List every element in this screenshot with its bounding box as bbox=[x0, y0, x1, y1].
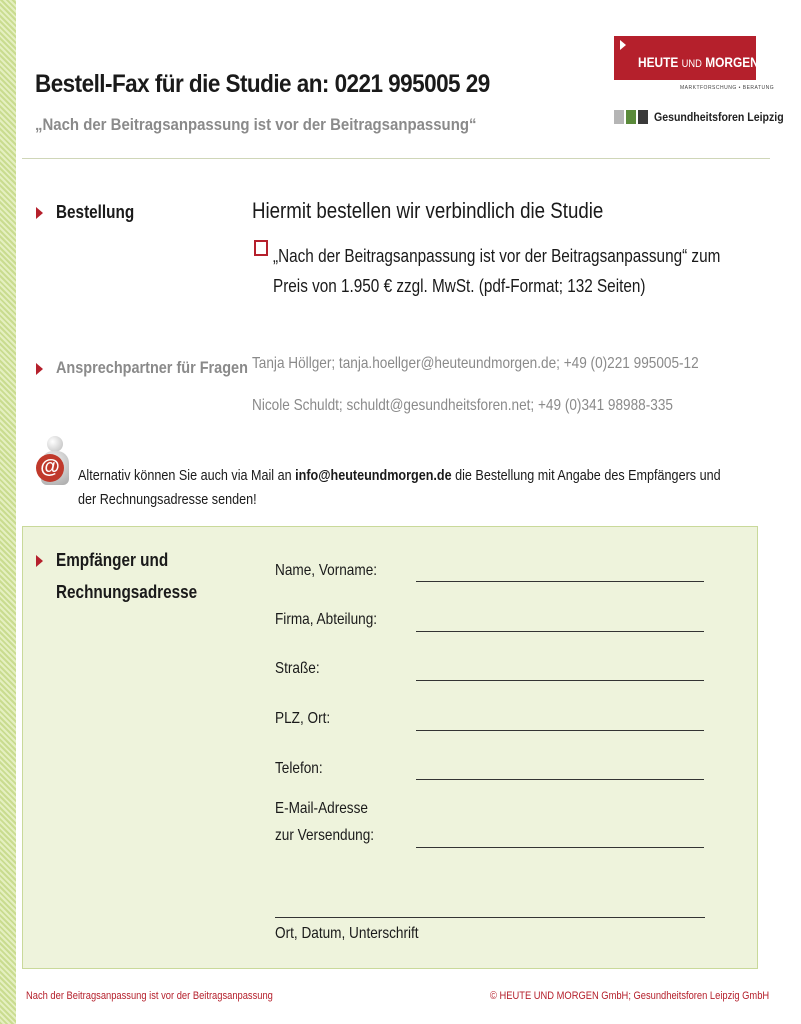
logo-word-morgen: MORGEN bbox=[705, 54, 759, 70]
email-field-label-line2: zur Versendung: bbox=[275, 827, 375, 844]
city-field-label: PLZ, Ort: bbox=[275, 710, 331, 727]
name-field[interactable] bbox=[416, 581, 704, 582]
city-field[interactable] bbox=[416, 730, 704, 731]
logo-arrow-icon bbox=[620, 40, 626, 50]
recipient-bullet-icon bbox=[36, 555, 43, 567]
recipient-label-line2: Rechnungsadresse bbox=[56, 582, 198, 602]
email-field-label-line1: E-Mail-Adresse bbox=[275, 800, 368, 817]
gesundheitsforen-logo-text: Gesundheitsforen Leipzig bbox=[654, 110, 784, 124]
logo-square-grey bbox=[614, 110, 624, 124]
phone-field-label: Telefon: bbox=[275, 760, 323, 777]
header-divider bbox=[22, 158, 770, 159]
logo-tagline: MARKTFORSCHUNG • BERATUNG bbox=[680, 85, 775, 91]
order-heading: Hiermit bestellen wir verbindlich die Studie bbox=[252, 198, 604, 223]
contacts-label: Ansprechpartner für Fragen bbox=[56, 358, 248, 377]
contact-person-1: Tanja Höllger; tanja.hoellger@heuteundmorgen.de; +49 (0)221 995005-12 bbox=[252, 355, 699, 372]
contacts-bullet-icon bbox=[36, 363, 43, 375]
street-field[interactable] bbox=[416, 680, 704, 681]
gesundheitsforen-logo bbox=[614, 110, 801, 124]
avatar-head bbox=[47, 436, 63, 452]
contact-person-2: Nicole Schuldt; schuldt@gesundheitsforen.net; +49 (0)341 98988-335 bbox=[252, 397, 673, 414]
mail-note-email[interactable]: info@heuteundmorgen.de bbox=[295, 467, 452, 484]
name-field-label: Name, Vorname: bbox=[275, 562, 378, 579]
street-field-label: Straße: bbox=[275, 660, 320, 677]
order-item-text: „Nach der Beitragsanpassung ist vor der Beitragsanpassung“ zum Preis von 1.950 € zzgl. MwSt. (pdf-Format; 132 Seiten) bbox=[273, 246, 721, 296]
page-subtitle: „Nach der Beitragsanpassung ist vor der Beitragsanpassung“ bbox=[35, 115, 477, 134]
logo-word-heute: HEUTE bbox=[638, 54, 679, 70]
mail-note-prefix: Alternativ können Sie auch via Mail an bbox=[78, 467, 296, 484]
logo-square-dark bbox=[638, 110, 648, 124]
phone-field[interactable] bbox=[416, 779, 704, 780]
company-field-label: Firma, Abteilung: bbox=[275, 611, 378, 628]
logo-word-und: UND bbox=[681, 58, 702, 70]
email-field[interactable] bbox=[416, 847, 704, 848]
logo-square-green bbox=[626, 110, 636, 124]
email-person-icon bbox=[36, 436, 72, 500]
page-title: Bestell-Fax für die Studie an: 0221 995005 29 bbox=[35, 70, 490, 98]
company-field[interactable] bbox=[416, 631, 704, 632]
footer-copyright: © HEUTE UND MORGEN GmbH; Gesundheitsforen Leipzig GmbH bbox=[490, 990, 770, 1002]
logo-wordmark bbox=[638, 54, 759, 70]
left-decorative-stripe bbox=[0, 0, 16, 1024]
bestellung-bullet-icon bbox=[36, 207, 43, 219]
signature-label: Ort, Datum, Unterschrift bbox=[275, 925, 419, 942]
heute-und-morgen-logo bbox=[614, 36, 759, 80]
order-checkbox[interactable] bbox=[254, 240, 268, 256]
mail-note bbox=[78, 464, 721, 512]
at-sign-icon: @ bbox=[36, 454, 64, 482]
recipient-label-line1: Empfänger und bbox=[56, 550, 169, 570]
bestellung-label: Bestellung bbox=[56, 202, 135, 222]
footer-study-title: Nach der Beitragsanpassung ist vor der Beitragsanpassung bbox=[26, 990, 273, 1002]
mail-note-suffix: die Bestellung mit Angabe des Empfängers und der Rechnungsadresse senden! bbox=[78, 467, 721, 508]
signature-field[interactable] bbox=[275, 917, 705, 918]
